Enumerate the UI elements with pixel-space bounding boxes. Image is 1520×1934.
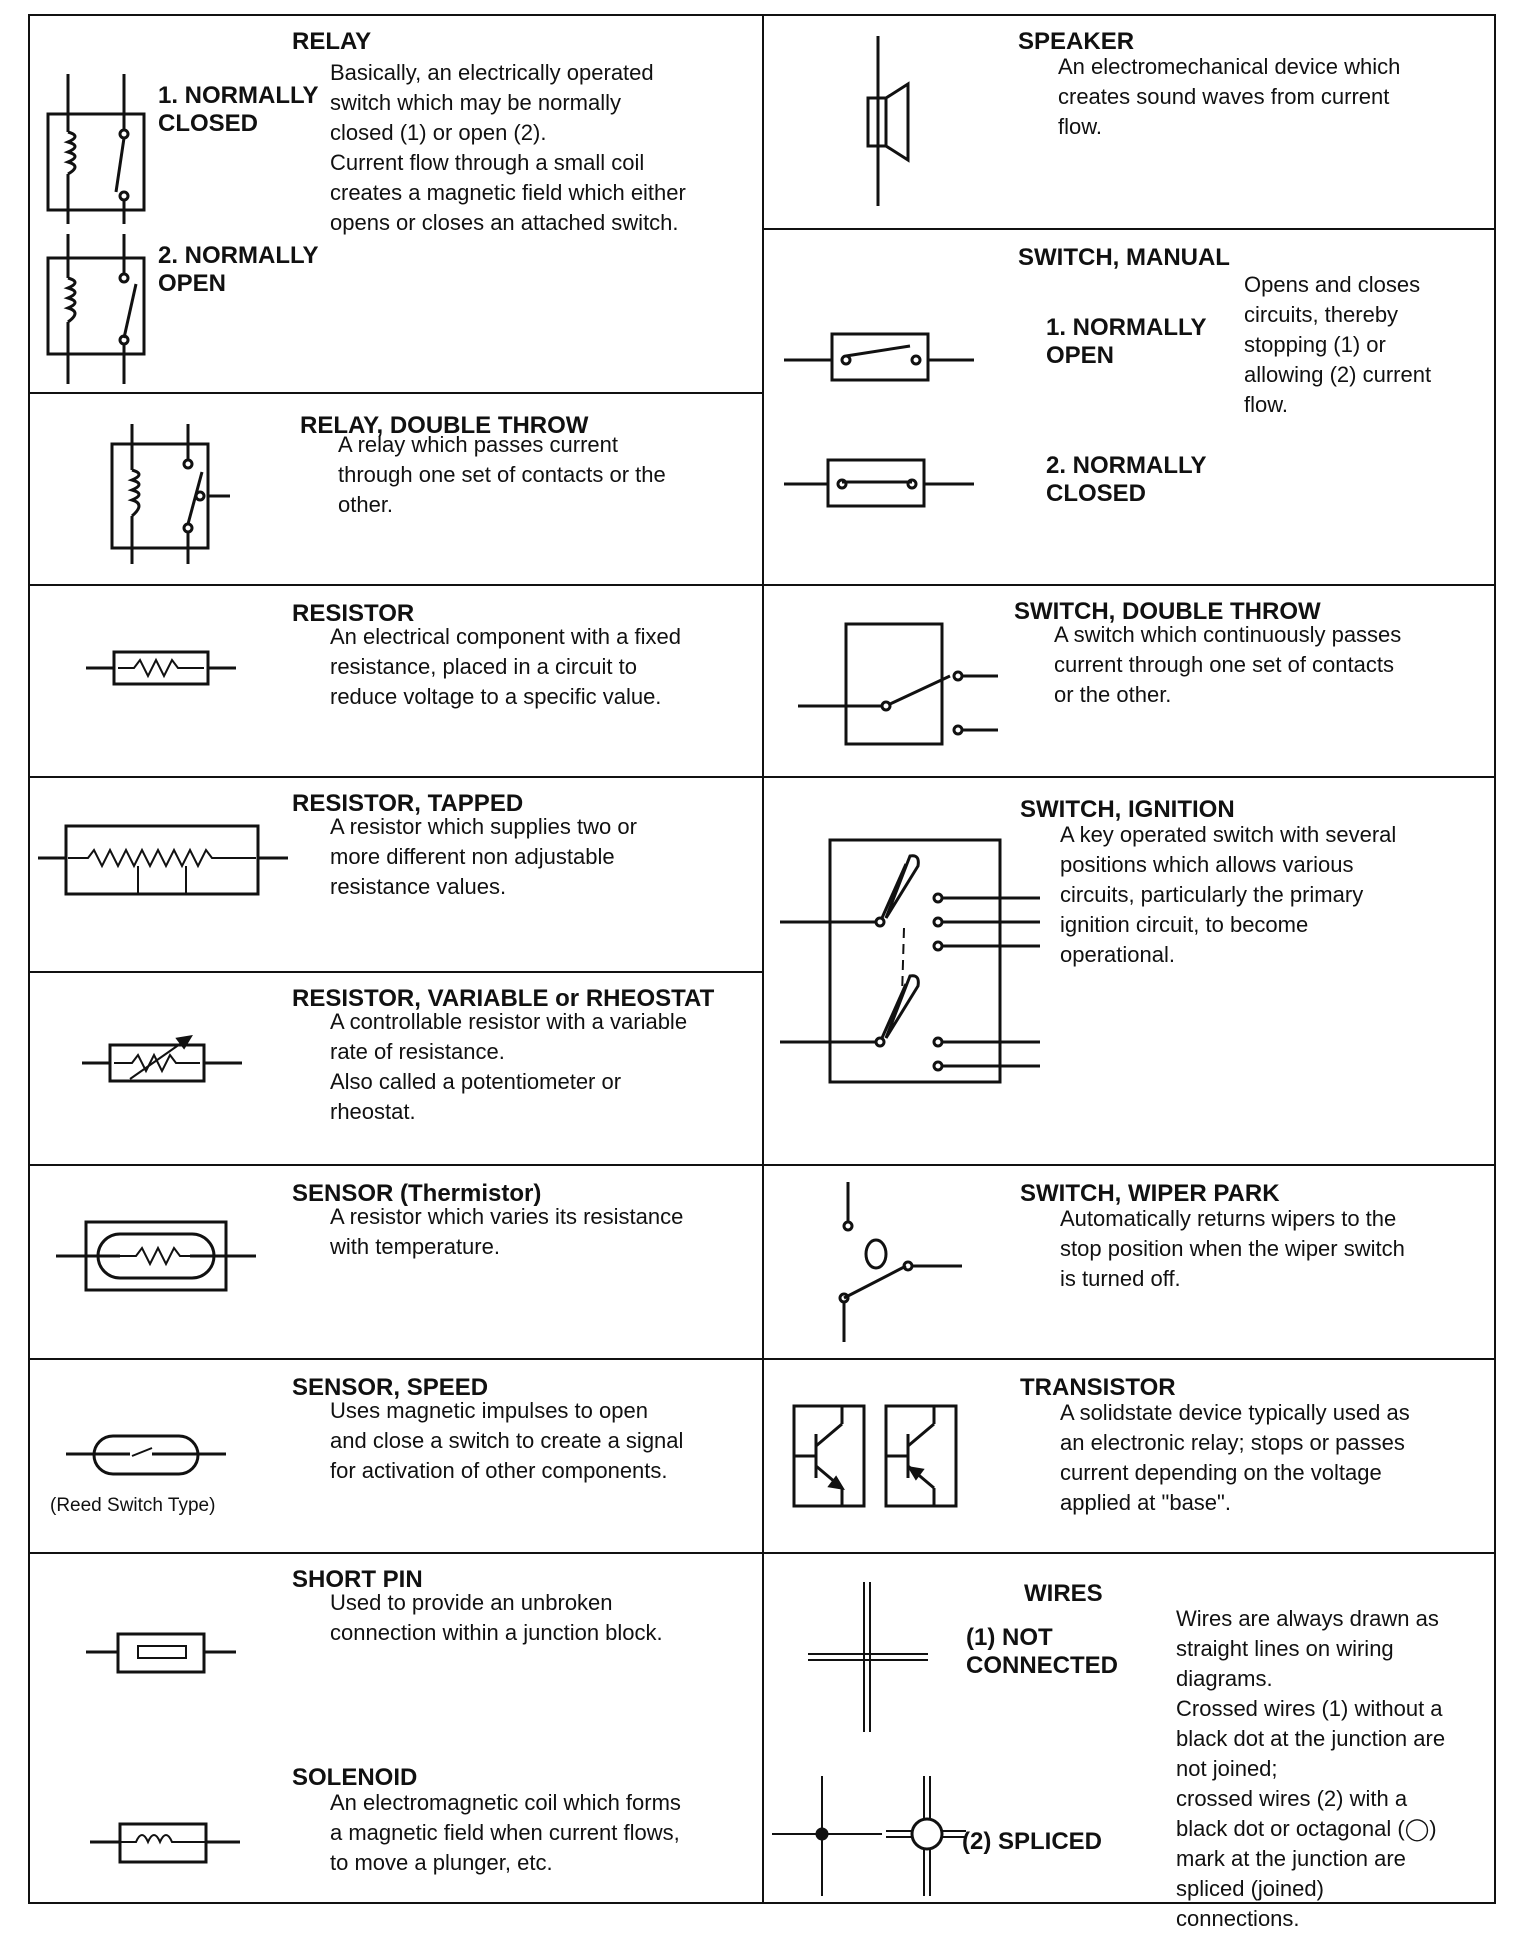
solenoid-entry	[30, 1746, 762, 1904]
relay-double-throw-icon	[100, 424, 230, 574]
speaker-entry	[762, 16, 1496, 228]
wires-not-connected-label: (1) NOT CONNECTED	[966, 1624, 1119, 1679]
sensor-speed-description: Uses magnetic impulses to open and close a switch to create a signal for activation of other components.	[330, 1398, 684, 1483]
sensor-speed-title: SENSOR, SPEED	[292, 1374, 489, 1401]
resistor-tapped-title: RESISTOR, TAPPED	[292, 790, 524, 817]
switch-manual-entry	[762, 228, 1496, 584]
solenoid-icon	[90, 1816, 240, 1866]
speaker-description: An electromechanical device which creates sound waves from current flow.	[1058, 54, 1401, 139]
wires-not-connected-icon	[808, 1582, 928, 1732]
switch-wiper-park-entry	[762, 1164, 1496, 1358]
relay-normally-open-icon	[40, 234, 150, 384]
switch-ignition-title: SWITCH, IGNITION	[1020, 796, 1235, 823]
wires-spliced-octagon-icon	[886, 1776, 966, 1896]
reed-switch-icon	[66, 1430, 226, 1480]
transistor-title: TRANSISTOR	[1020, 1374, 1176, 1401]
resistor-variable-entry	[30, 971, 762, 1164]
wires-description: Wires are always drawn as straight lines on wiring diagrams. Crossed wires (1) without a black dot at the junction are not joined; crossed wires (2) with a black dot or octagonal (◯) mark at the junction are spliced (joined) connections.	[1176, 1606, 1446, 1931]
manual-switch-closed-icon	[784, 450, 974, 510]
transistor-description: A solidstate device typically used as an electronic relay; stops or passes current depending on the voltage applied at "base".	[1060, 1400, 1410, 1515]
ignition-switch-icon	[780, 836, 1050, 1096]
transistor-entry	[762, 1358, 1496, 1552]
resistor-variable-description: A controllable resistor with a variable rate of resistance. Also called a potentiometer or rheostat.	[330, 1009, 688, 1124]
relay-normally-closed-label: 1. NORMALLY CLOSED	[158, 82, 319, 137]
switch-manual-normally-open-label: 1. NORMALLY OPEN	[1046, 314, 1207, 369]
short-pin-entry	[30, 1552, 762, 1746]
wires-spliced-label: (2) SPLICED	[962, 1828, 1103, 1855]
switch-manual-description: Opens and closes circuits, thereby stopping (1) or allowing (2) current flow.	[1244, 272, 1432, 417]
speaker-title: SPEAKER	[1018, 28, 1135, 55]
sensor-thermistor-title: SENSOR (Thermistor)	[292, 1180, 542, 1207]
pnp-transistor-icon	[882, 1386, 962, 1516]
wires-title: WIRES	[1024, 1580, 1103, 1607]
sensor-speed-entry	[30, 1358, 762, 1552]
switch-ignition-entry	[762, 776, 1496, 1164]
wires-entry	[762, 1552, 1496, 1931]
relay-title: RELAY	[292, 28, 372, 55]
sensor-thermistor-entry	[30, 1164, 762, 1358]
resistor-icon	[86, 644, 236, 694]
sensor-thermistor-icon	[56, 1216, 256, 1296]
switch-manual-title: SWITCH, MANUAL	[1018, 244, 1230, 271]
wiper-park-switch-icon	[842, 1182, 962, 1342]
relay-entry	[30, 16, 762, 392]
switch-double-throw-icon	[798, 620, 998, 750]
solenoid-description: An electromagnetic coil which forms a magnetic field when current flows, to move a plunger, etc.	[330, 1790, 681, 1875]
switch-double-throw-title: SWITCH, DOUBLE THROW	[1014, 598, 1321, 625]
resistor-entry	[30, 584, 762, 776]
relay-normally-closed-icon	[40, 74, 150, 224]
short-pin-icon	[86, 1628, 236, 1678]
wires-spliced-dot-icon	[772, 1776, 882, 1896]
relay-description: Basically, an electrically operated switch which may be normally closed (1) or open (2). Current flow through a small coil creates a magnetic field which either opens or closes an attached switch.	[330, 60, 686, 235]
switch-double-throw-description: A switch which continuously passes current through one set of contacts or the other.	[1054, 622, 1402, 707]
resistor-variable-icon	[82, 1025, 242, 1095]
relay-double-throw-entry	[30, 392, 762, 584]
short-pin-title: SHORT PIN	[292, 1566, 423, 1593]
relay-normally-open-label: 2. NORMALLY OPEN	[158, 242, 319, 297]
manual-switch-open-icon	[784, 326, 974, 386]
resistor-title: RESISTOR	[292, 600, 415, 627]
switch-double-throw-entry	[762, 584, 1496, 776]
symbol-chart-sheet	[28, 14, 1496, 1931]
switch-manual-normally-closed-label: 2. NORMALLY CLOSED	[1046, 452, 1207, 507]
solenoid-title: SOLENOID	[292, 1764, 418, 1791]
resistor-tapped-description: A resistor which supplies two or more different non adjustable resistance values.	[330, 814, 637, 899]
resistor-variable-title: RESISTOR, VARIABLE or RHEOSTAT	[292, 985, 715, 1012]
sensor-thermistor-description: A resistor which varies its resistance with temperature.	[330, 1204, 684, 1259]
switch-ignition-description: A key operated switch with several positions which allows various circuits, particularly the primary ignition circuit, to become operational.	[1060, 822, 1397, 967]
resistor-tapped-entry	[30, 776, 762, 971]
resistor-tapped-icon	[38, 822, 288, 912]
resistor-description: An electrical component with a fixed resistance, placed in a circuit to reduce voltage to a specific value.	[330, 624, 681, 709]
npn-transistor-icon	[790, 1386, 870, 1516]
switch-wiper-park-description: Automatically returns wipers to the stop position when the wiper switch is turned off.	[1060, 1206, 1405, 1291]
switch-wiper-park-title: SWITCH, WIPER PARK	[1020, 1180, 1280, 1207]
reed-switch-caption: (Reed Switch Type)	[50, 1495, 216, 1516]
speaker-icon	[858, 36, 928, 206]
short-pin-description: Used to provide an unbroken connection within a junction block.	[330, 1590, 663, 1645]
relay-double-throw-description: A relay which passes current through one set of contacts or the other.	[338, 432, 666, 517]
relay-double-throw-title: RELAY, DOUBLE THROW	[300, 412, 589, 439]
